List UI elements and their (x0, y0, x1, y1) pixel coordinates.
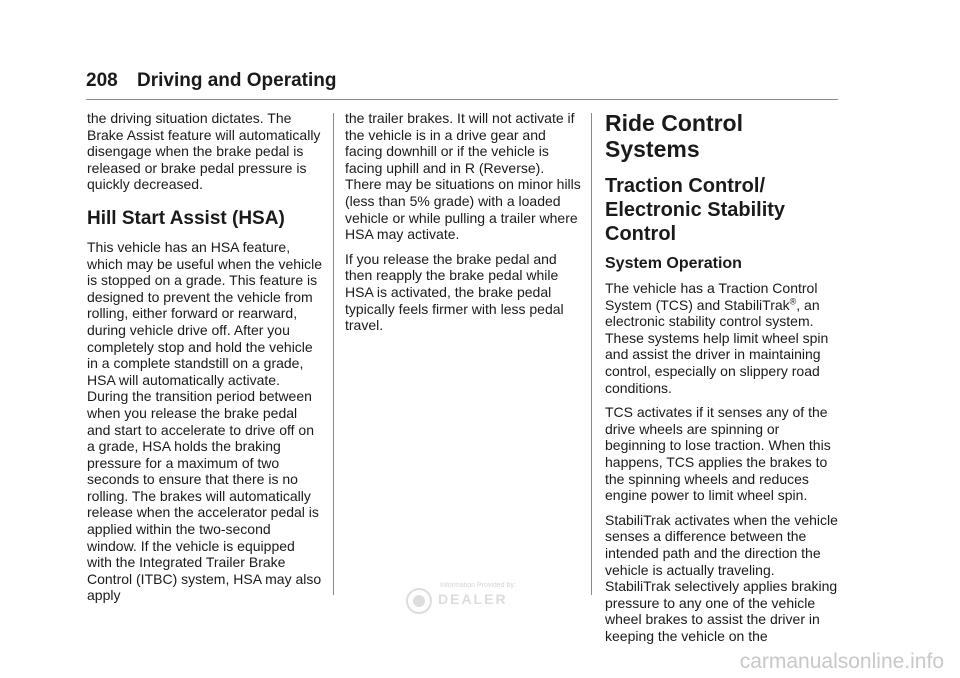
section-title: Ride Control Systems (605, 110, 743, 162)
column-divider-1 (333, 113, 334, 595)
registered-mark: ® (789, 295, 797, 306)
watermark-caption: Information Provided by: (440, 582, 516, 589)
tcs-intro-paragraph: The vehicle has a Traction Control System (TCS) and StabiliTrak®, an electronic stability control system. These systems help limit wheel spin and assist the driver in maintaining control, especially on slippery road conditions. (605, 280, 829, 396)
site-footer: carmanualsonline.info (739, 650, 944, 673)
system-operation-heading: System Operation (605, 255, 742, 272)
tcs-activation-paragraph: TCS activates if it senses any of the drive wheels are spinning or beginning to lose traction. When this happens, TCS applies the brakes to the spinning wheels and reduces engine power to limit wheel spin. (605, 404, 831, 504)
brake-pedal-paragraph: If you release the brake pedal and then reapply the brake pedal while HSA is activated, the brake pedal typically feels firmer with less pedal travel. (345, 250, 564, 334)
header-divider (86, 99, 838, 100)
dealer-watermark (400, 582, 550, 616)
page-number: 208 (86, 70, 118, 91)
subsection-title: Traction Control/ Electronic Stability Control (605, 175, 786, 245)
trailer-brakes-paragraph: the trailer brakes. It will not activate if the vehicle is in a drive gear and facing downhill or if the vehicle is facing uphill and in R (Reverse). There may be situations on minor hills (less than 5% grade) with a loaded vehicle or while pulling a trailer where HSA may activate. (345, 110, 581, 243)
column-1 (87, 110, 323, 612)
hsa-paragraph: This vehicle has an HSA feature, which may be useful when the vehicle is stopped on a grade. This feature is designed to prevent the vehicle from rolling, either forward or rearward, during vehicle drive off. After you completely stop and hold the vehicle in a complete standstill on a grade, HSA will automatically activate. During the transition period between when you release the brake pedal and start to accelerate to drive off on a grade, HSA holds the braking pressure for a maximum of two seconds to ensure that there is no rolling. The brakes will automatically release when the accelerator pedal is applied within the two-second window. If the vehicle is equipped with the Integrated Trailer Brake Control (ITBC) system, HSA may also apply (87, 238, 323, 604)
page-header (86, 70, 838, 92)
hsa-heading: Hill Start Assist (HSA) (87, 207, 285, 229)
chapter-title: Driving and Operating (136, 70, 337, 91)
stabilitrak-paragraph: StabiliTrak activates when the vehicle senses a difference between the intended path and the direction the vehicle is actually traveling. StabiliTrak selectively applies braking pressure to any one of the vehicle wheel brakes to assist the driver in keeping the vehicle on the (605, 511, 838, 644)
column-3 (605, 110, 843, 652)
column-divider-2 (591, 113, 592, 595)
dealer-logo-icon (404, 588, 434, 614)
watermark-brand: DEALER (438, 591, 508, 607)
column-2 (345, 110, 581, 342)
brake-assist-paragraph: the driving situation dictates. The Brake Assist feature will automatically disengage when the brake pedal is released or brake pedal pressure is quickly decreased. (87, 110, 321, 193)
